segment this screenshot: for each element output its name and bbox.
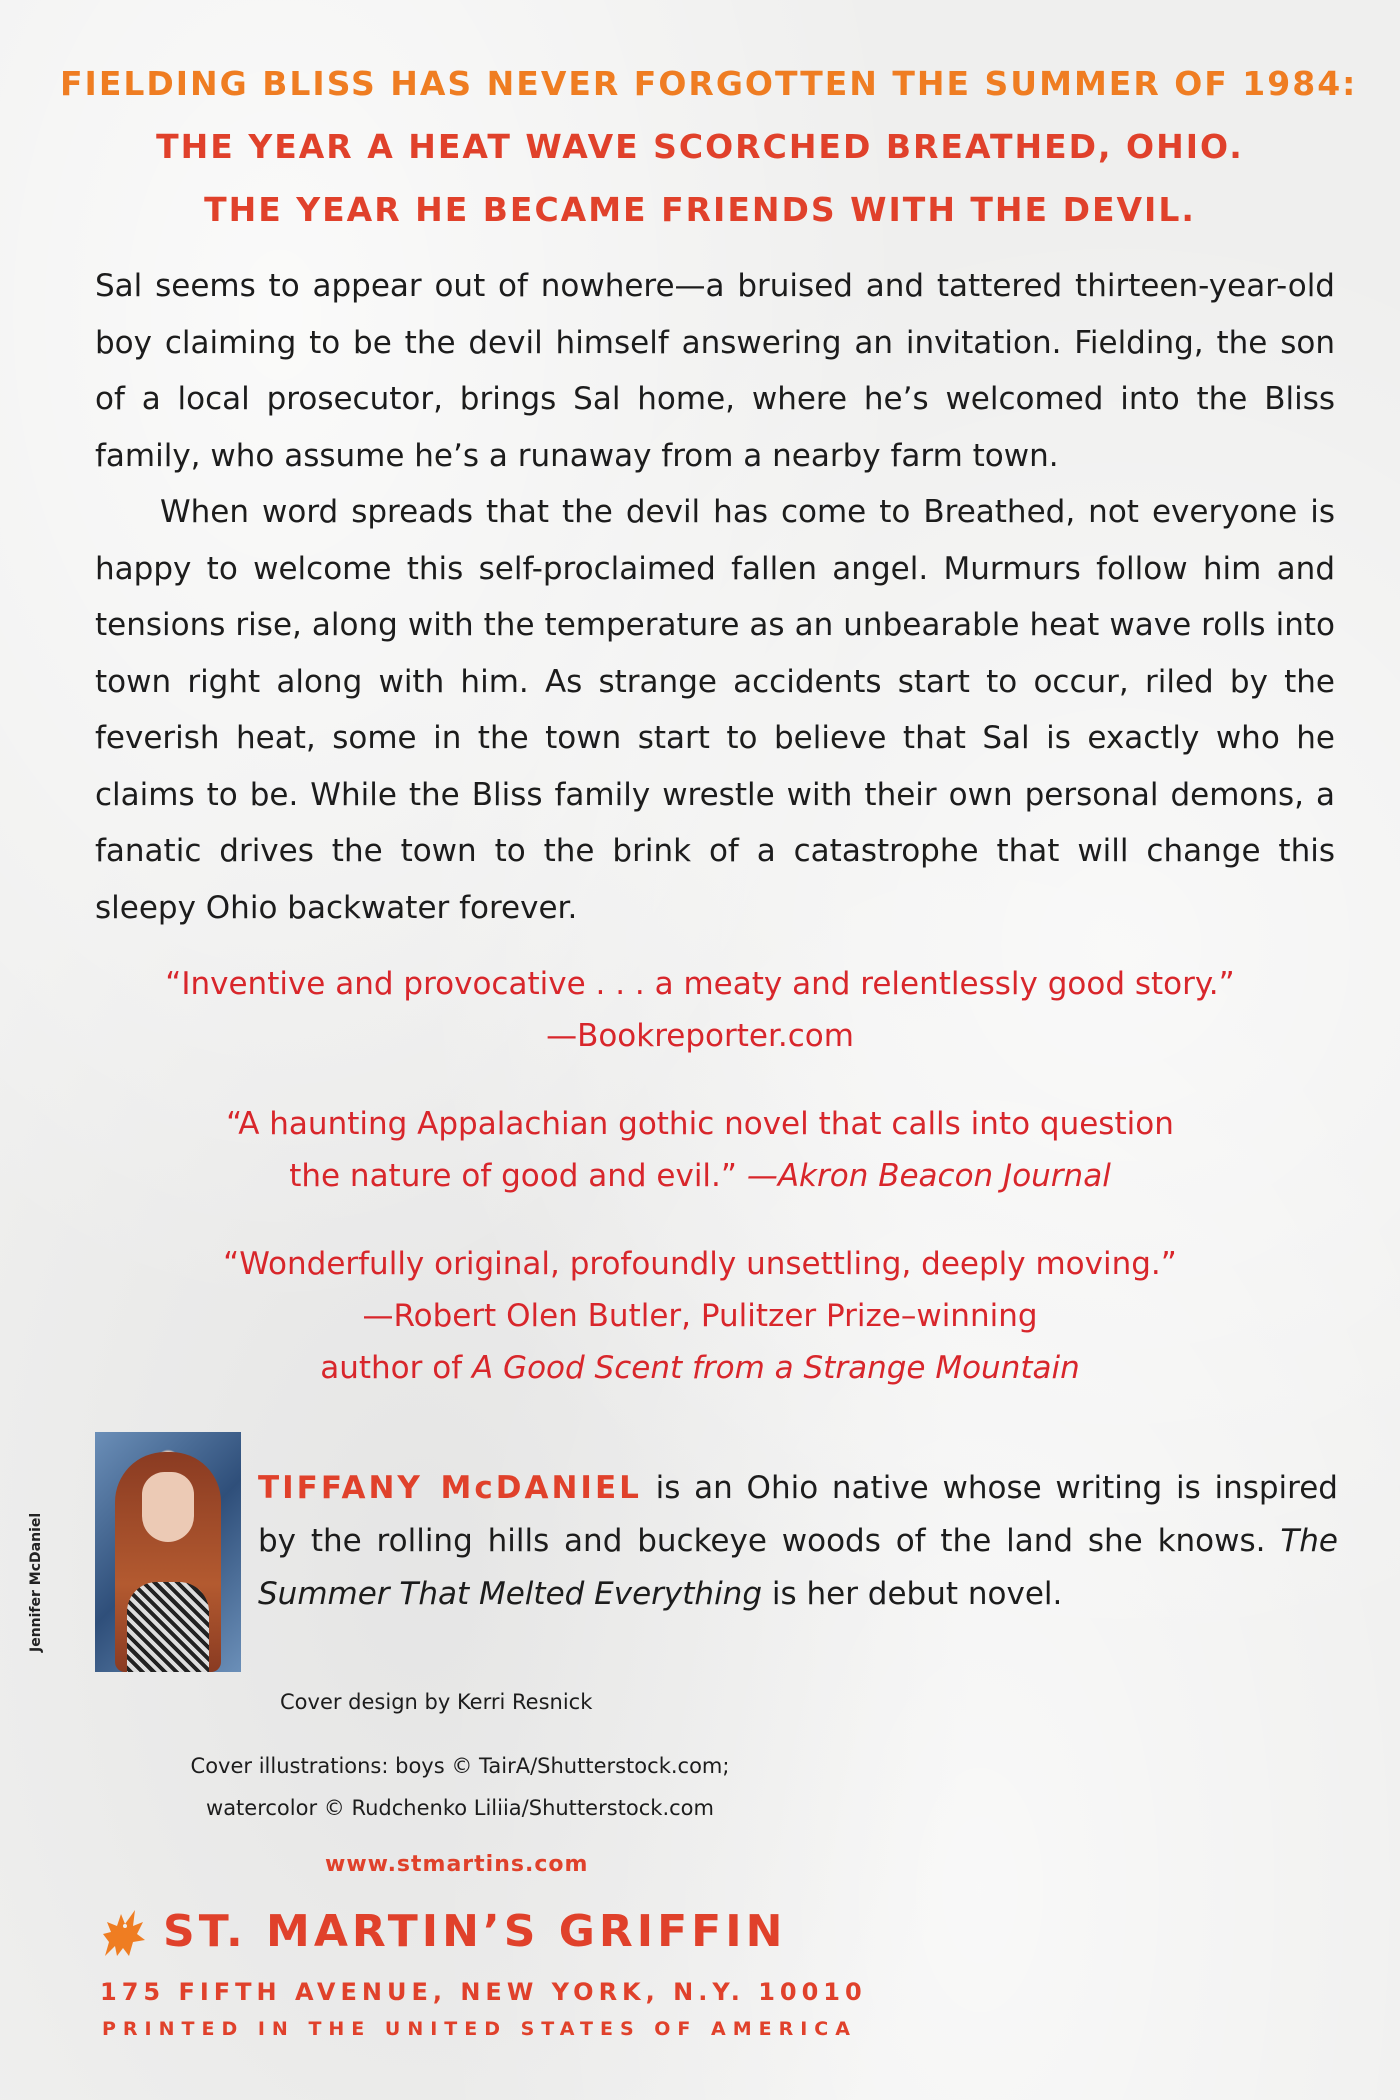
publisher-address: 175 FIFTH AVENUE, NEW YORK, N.Y. 10010 bbox=[100, 1978, 867, 2006]
illustration-credit-line-1: Cover illustrations: boys © TairA/Shutterstock.com; bbox=[190, 1754, 730, 1778]
synopsis-paragraph-2: When word spreads that the devil has come to Breathed, not everyone is happy to welcome this self-proclaimed fallen angel. Murmurs follow him and tensions rise, along with the temperature as an unbearable heat wave rolls into town right along with him. As strange accidents start to occur, riled by the feverish heat, some in the town start to believe that Sal is exactly who he claims to be. While the Bliss family wrestle with their own personal demons, a fanatic drives the town to the brink of a catastrophe that will change this sleepy Ohio backwater forever. bbox=[95, 494, 1335, 926]
publisher-website: www.stmartins.com bbox=[325, 1852, 589, 1877]
quote-1-text: “Inventive and provocative . . . a meaty and relentlessly good story.” bbox=[165, 966, 1235, 1002]
illustration-credit-line-2: watercolor © Rudchenko Liliia/Shutterstock.com bbox=[206, 1796, 714, 1820]
synopsis-paragraph-1: Sal seems to appear out of nowhere—a bruised and tattered thirteen-year-old boy claiming to be the devil himself answering an invitation. Fielding, the son of a local prosecutor, brings Sal home, where he’s welcomed into the Bliss family, who assume he’s a runaway from a nearby farm town. bbox=[95, 268, 1335, 474]
quote-3-text: “Wonderfully original, profoundly unsettling, deeply moving.” bbox=[223, 1246, 1177, 1282]
author-photo bbox=[95, 1432, 241, 1672]
quote-2-text-line-1: “A haunting Appalachian gothic novel that calls into question bbox=[226, 1106, 1174, 1142]
griffin-icon bbox=[95, 1904, 151, 1960]
quote-2 bbox=[60, 1098, 1340, 1202]
quote-3-book-title: A Good Scent from a Strange Mountain bbox=[471, 1350, 1080, 1386]
quote-3 bbox=[60, 1238, 1340, 1394]
quote-3-attribution-line-1: —Robert Olen Butler, Pulitzer Prize–winning bbox=[362, 1298, 1038, 1334]
quote-3-attribution-line-2 bbox=[60, 1342, 1340, 1394]
illustration-credits bbox=[150, 1745, 770, 1829]
synopsis bbox=[95, 258, 1335, 936]
author-name: TIFFANY McDANIEL bbox=[258, 1470, 642, 1506]
headline-line-3: THE YEAR HE BECAME FRIENDS WITH THE DEVIL. bbox=[204, 190, 1196, 229]
author-bio-part-1: is an Ohio native whose writing is inspired by the rolling hills and buckeye woods of the land she knows. bbox=[258, 1470, 1338, 1559]
quote-2-text-line-2 bbox=[60, 1150, 1340, 1202]
headline-line-2: THE YEAR A HEAT WAVE SCORCHED BREATHED, OHIO. bbox=[156, 127, 1244, 166]
quote-1 bbox=[60, 958, 1340, 1062]
publisher-name: ST. MARTIN’S GRIFFIN bbox=[163, 1906, 787, 1957]
printed-in: PRINTED IN THE UNITED STATES OF AMERICA bbox=[102, 2018, 857, 2040]
headline-line-1: FIELDING BLISS HAS NEVER FORGOTTEN THE SUMMER OF 1984: bbox=[60, 64, 1358, 103]
author-bio-part-2: is her debut novel. bbox=[762, 1576, 1063, 1612]
photo-credit: Jennifer McDaniel bbox=[28, 1512, 44, 1652]
quote-3-attribution-prefix: author of bbox=[320, 1350, 472, 1386]
author-bio bbox=[258, 1462, 1338, 1621]
headline bbox=[60, 52, 1358, 241]
quote-2-text-line-2-text: the nature of good and evil.” bbox=[289, 1158, 747, 1194]
quote-1-attribution: —Bookreporter.com bbox=[546, 1018, 854, 1054]
cover-design-credit: Cover design by Kerri Resnick bbox=[280, 1690, 593, 1714]
book-title: The Summer That Melted Everything bbox=[258, 1523, 1338, 1612]
review-quotes bbox=[60, 958, 1340, 1394]
quote-2-source: —Akron Beacon Journal bbox=[746, 1158, 1111, 1194]
